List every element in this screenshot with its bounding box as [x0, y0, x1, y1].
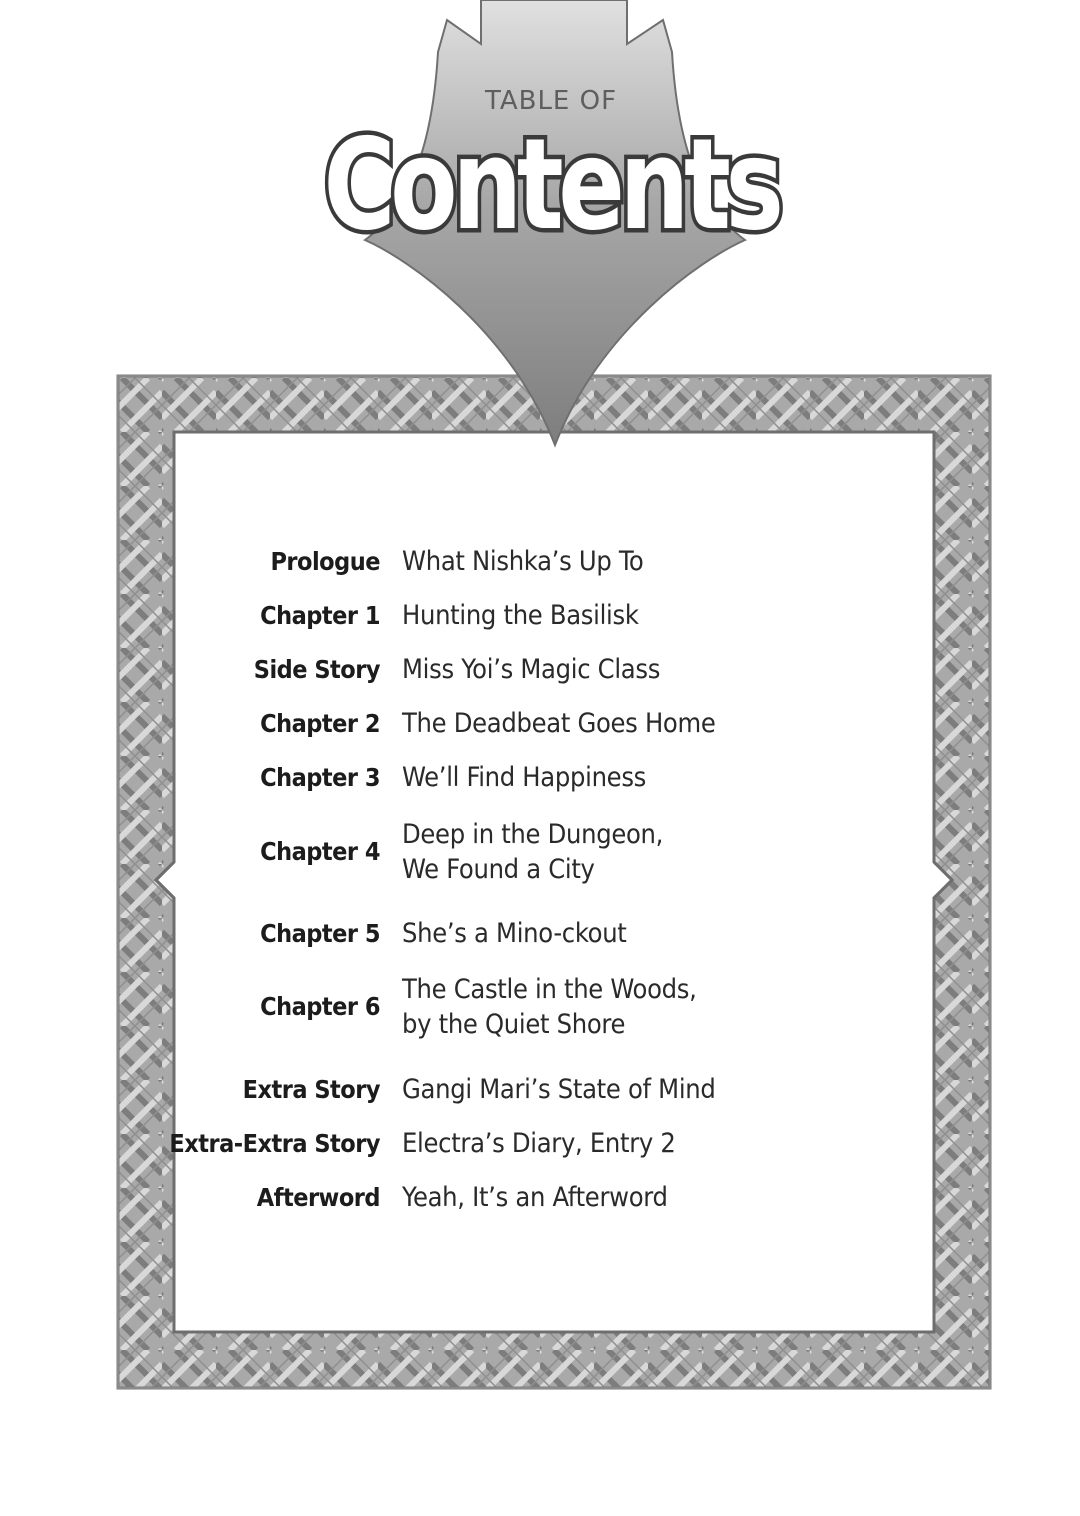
toc-label: Chapter 5 — [260, 919, 380, 948]
toc-title: Electra’s Diary, Entry 2 — [402, 1128, 676, 1159]
toc-label: Chapter 4 — [260, 837, 380, 866]
toc-title: Deep in the Dungeon, We Found a City — [402, 819, 664, 885]
toc-title: She’s a Mino-ckout — [402, 918, 627, 949]
toc-label: Prologue — [270, 547, 380, 576]
page-title: Contents — [323, 111, 779, 258]
toc-label: Chapter 3 — [260, 763, 380, 792]
toc-title: We’ll Find Happiness — [402, 762, 647, 793]
toc-title: The Deadbeat Goes Home — [402, 708, 716, 739]
header-subtitle: TABLE OF — [484, 86, 618, 116]
toc-title: The Castle in the Woods, by the Quiet Shore — [402, 974, 697, 1040]
toc-title: Hunting the Basilisk — [402, 600, 639, 631]
toc-label: Chapter 2 — [260, 709, 380, 738]
toc-title: Yeah, It’s an Afterword — [402, 1182, 668, 1213]
toc-label: Afterword — [256, 1183, 380, 1212]
toc-label: Extra-Extra Story — [169, 1129, 380, 1158]
toc-label: Chapter 6 — [260, 992, 380, 1021]
toc-title: Gangi Mari’s State of Mind — [402, 1074, 716, 1105]
toc-title: What Nishka’s Up To — [402, 546, 644, 577]
toc-title: Miss Yoi’s Magic Class — [402, 654, 661, 685]
toc-label: Chapter 1 — [260, 601, 380, 630]
toc-label: Extra Story — [242, 1075, 380, 1104]
toc-label: Side Story — [253, 655, 380, 684]
